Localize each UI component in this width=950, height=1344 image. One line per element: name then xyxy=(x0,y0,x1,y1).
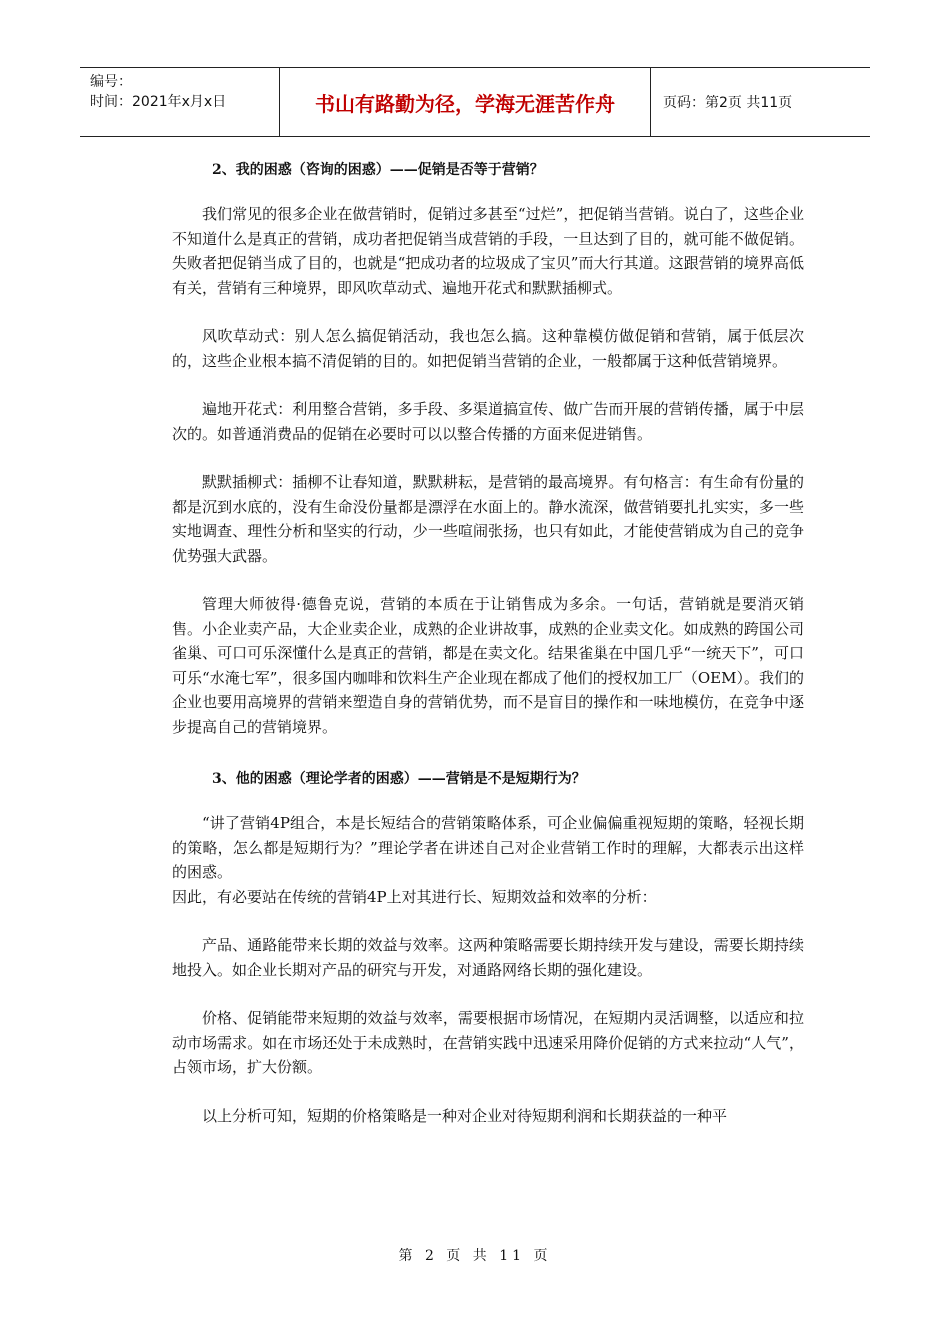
paragraph: 我们常见的很多企业在做营销时，促销过多甚至“过烂”，把促销当营销。说白了，这些企业不知道什么是真正的营销，成功者把促销当成营销的手段，一旦达到了目的，就可能不做促销。失败者把促销当成了目的，也就是“把成功者的垃圾成了宝贝”而大行其道。这跟营销的境界高低有关，营销有三种境界，即风吹草动式、遍地开花式和默默插柳式。 xyxy=(172,205,804,297)
document-body xyxy=(172,150,804,1128)
number-label: 编号： xyxy=(90,74,132,90)
paragraph: 管理大师彼得·德鲁克说，营销的本质在于让销售成为多余。一句话，营销就是要消灭销售。小企业卖产品，大企业卖企业，成熟的企业讲故事，成熟的企业卖文化。如成熟的跨国公司雀巢、可口可乐深懂什么是真正的营销，都是在卖文化。结果雀巢在中国几乎“一统天下”，可口可乐“水淹七军”，很多国内咖啡和饮料生产企业现在都成了他们的授权加工厂（OEM）。我们的企业也要用高境界的营销来塑造自身的营销优势，而不是盲目的操作和一味地模仿，在竞争中逐步提高自己的营销境界。 xyxy=(172,595,804,736)
section-heading-2: 2、我的困惑（咨询的困惑）——促销是否等于营销？ xyxy=(212,162,544,178)
paragraph: 价格、促销能带来短期的效益与效率，需要根据市场情况，在短期内灵活调整，以适应和拉动市场需求。如在市场还处于未成熟时，在营销实践中迅速采用降价促销的方式来拉动“人气”，占领市场，扩大份额。 xyxy=(172,1009,804,1076)
page-header xyxy=(80,67,870,137)
header-meta xyxy=(80,68,280,136)
paragraph: 遍地开花式：利用整合营销，多手段、多渠道搞宣传、做广告而开展的营销传播，属于中层次的。如普通消费品的促销在必要时可以以整合传播的方面来促进销售。 xyxy=(172,400,804,443)
paragraph: 产品、通路能带来长期的效益与效率。这两种策略需要长期持续开发与建设，需要长期持续地投入。如企业长期对产品的研究与开发，对通路网络长期的强化建设。 xyxy=(172,936,804,979)
paragraph: 默默插柳式：插柳不让春知道，默默耕耘，是营销的最高境界。有句格言：有生命有份量的都是沉到水底的，没有生命没份量都是漂浮在水面上的。静水流深，做营销要扎扎实实，多一些实地调查、理性分析和坚实的行动，少一些喧闹张扬，也只有如此，才能使营销成为自己的竞争优势强大武器。 xyxy=(172,473,804,565)
paragraph: 因此，有必要站在传统的营销4P上对其进行长、短期效益和效率的分析： xyxy=(172,887,657,906)
header-page-info: 页码：第2页 共11页 xyxy=(663,95,793,111)
header-motto: 书山有路勤为径，学海无涯苦作舟 xyxy=(280,68,651,136)
paragraph: 以上分析可知，短期的价格策略是一种对企业对待短期利润和长期获益的一种平 xyxy=(202,1106,728,1125)
section-heading-3: 3、他的困惑（理论学者的困惑）——营销是不是短期行为？ xyxy=(212,771,586,787)
paragraph: 风吹草动式：别人怎么搞促销活动，我也怎么搞。这种靠模仿做促销和营销，属于低层次的，这些企业根本搞不清促销的目的。如把促销当营销的企业，一般都属于这种低营销境界。 xyxy=(172,327,804,370)
paragraph: “讲了营销4P组合，本是长短结合的营销策略体系，可企业偏偏重视短期的策略，轻视长期的策略，怎么都是短期行为？”理论学者在讲述自己对企业营销工作时的理解，大都表示出这样的困惑。 xyxy=(172,814,804,881)
page-footer: 第 2 页 共 11 页 xyxy=(398,1248,552,1264)
date-line: 时间：2021年x月x日 xyxy=(90,94,227,110)
